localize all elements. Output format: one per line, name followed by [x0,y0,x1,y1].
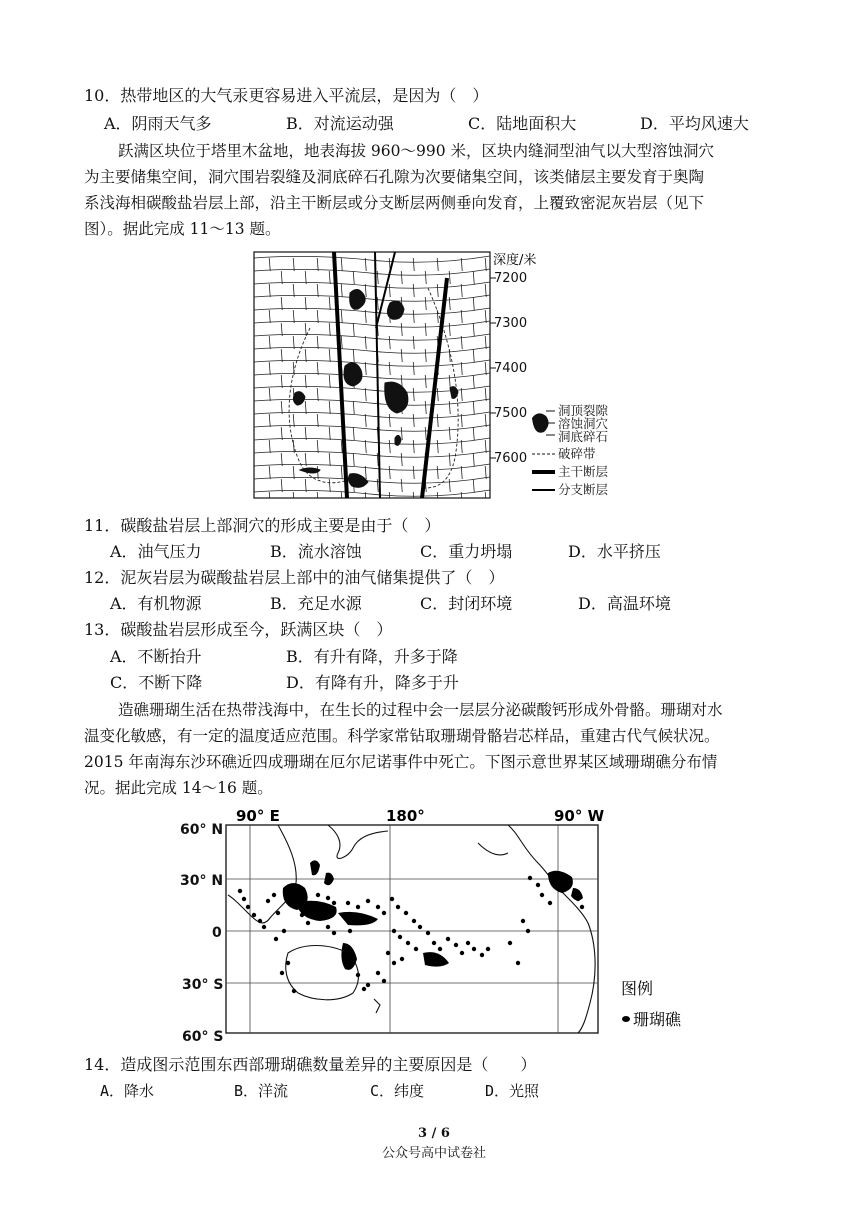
coral-reef-dot [540,893,544,897]
q13-option-b: B．有升有降，升多于降 [286,647,458,666]
q10-stem: 10．热带地区的大气汞更容易进入平流层，是因为（ ） [84,86,489,105]
lat-label-30s: 30° S [182,977,224,993]
footer-source: 公众号高中试卷社 [381,1146,486,1161]
coral-reef-dot [392,961,396,965]
q11-option-a: A．油气压力 [110,542,202,561]
coral-reef-dot [272,893,276,897]
coral-reef-dot [580,905,584,909]
q10-option-b: B．对流运动强 [286,114,394,133]
lat-label-60n: 60° N [180,822,224,838]
coral-reef-dot [382,911,386,915]
passage1-line-1: 跃满区块位于塔里木盆地，地表海拔 960～990 米，区块内缝洞型油气以大型溶蚀洞穴 [118,142,715,160]
lon-label-90w: 90° W [554,807,605,825]
q12-stem: 12．泥灰岩层为碳酸盐岩层上部中的油气储集提供了（ ） [84,568,505,587]
q11-stem: 11．碳酸盐岩层上部洞穴的形成主要是由于（ ） [84,516,441,535]
coral-reef-dot [262,925,266,929]
coral-reef-dot [516,961,520,965]
coral-reef-dot [486,947,490,951]
coral-reef-dot [454,943,458,947]
q14-stem: 14．造成图示范围东西部珊瑚礁数量差异的主要原因是（ ） [84,1055,537,1074]
coral-reef-dot [432,941,436,945]
coral-reef-dot [390,897,394,901]
coral-reef-dot [446,937,450,941]
legend-fracture-zone: 破碎带 [558,446,596,461]
coral-reef-dot [576,897,580,901]
passage2-line-4: 况。据此完成 14～16 题。 [84,779,273,797]
coral-reef-dot [282,929,286,933]
coral-reef-dot [326,925,330,929]
q13-option-c: C．不断下降 [110,673,203,692]
coral-reef-dot [266,899,270,903]
coral-reef-dot [356,905,360,909]
lon-label-180: 180° [386,807,425,825]
coral-reef-dot [292,989,296,993]
q13-option-a: A．不断抬升 [110,647,202,666]
coral-reef-dot [274,937,278,941]
lat-label-60s: 60° S [182,1029,224,1045]
coral-reef-dot [376,971,380,975]
coral-reef-dot [316,893,320,897]
coral-reef-dot [536,883,540,887]
q14-options [100,1081,539,1101]
legend-title: 图例 [621,979,654,998]
coral-reef-dot [412,919,416,923]
q14-option-d: D．光照 [485,1082,540,1100]
coral-reef-dot [242,897,246,901]
coral-reef-dot [332,931,336,935]
reservoir-cross-section-figure [250,248,660,504]
depth-tick-7400: 7400 [494,361,528,376]
page-number: 3 / 6 [418,1126,450,1141]
coral-reef-dot [508,941,512,945]
coral-reef-dot [252,913,256,917]
figure2-legend [621,979,682,1029]
passage1-line-2: 为主要储集空间，洞穴围岩裂缝及洞底碎石孔隙为次要储集空间，该类储层主要发育于奥陶 [84,168,705,186]
legend-coral-reef: 珊瑚礁 [633,1010,682,1029]
coral-reef-dot [366,899,370,903]
coral-reef-dot [246,905,250,909]
coral-reef-dot [528,876,532,880]
passage2-line-2: 温变化敏感，有一定的温度适应范围。科学家常钻取珊瑚骨骼岩芯样品，重建古代气候状况。 [84,727,720,745]
q10-option-c: C．陆地面积大 [468,114,577,133]
passage2-line-3: 2015 年南海东沙环礁近四成珊瑚在厄尔尼诺事件中死亡。下图示意世界某区域珊瑚礁分布情 [84,753,718,771]
coral-reef-dot [480,953,484,957]
coral-reef-dot [356,973,360,977]
q11-option-c: C．重力坍塌 [420,542,513,561]
coral-reef-dot [238,889,242,893]
coral-reef-dot [258,919,262,923]
coral-reef-dot [362,987,366,991]
depth-ticks [490,271,527,466]
coral-reef-legend-icon [622,1016,630,1022]
legend-main-fault: 主干断层 [558,464,609,479]
q11-options [110,542,661,562]
coral-reef-dot [300,913,304,917]
passage1-line-3: 系浅海相碳酸盐岩层上部，沿主干断层或分支断层两侧垂向发育，上覆致密泥灰岩层（见下 [84,194,705,212]
coral-reef-dot [438,947,442,951]
lon-label-90e: 90° E [236,807,280,825]
coral-reef-dot [286,961,290,965]
q14-option-b: B．洋流 [234,1082,289,1100]
coral-reef-dot [326,896,330,900]
depth-tick-7200: 7200 [494,271,528,286]
coral-reef-dot [280,971,284,975]
coral-reef-dot [398,935,402,939]
coral-reef-dot [460,951,464,955]
q10-option-a: A．阴雨天气多 [104,114,212,133]
coral-reef-dot [348,929,352,933]
coral-reef-dot [418,925,422,929]
coral-reef-dot [414,947,418,951]
figure1-legend [532,403,609,497]
coral-reef-dot [392,929,396,933]
coral-reef-dot [346,901,350,905]
coral-reef-dot [332,901,336,905]
depth-axis-label: 深度/米 [493,253,537,268]
q12-options [110,594,671,614]
coral-reef-dot [400,957,404,961]
passage1-line-4: 图）。据此完成 11～13 题。 [84,220,281,238]
coral-reef-dot [548,901,552,905]
q13-options-row-2 [110,673,459,693]
q10-option-d: D．平均风速大 [640,114,749,133]
q12-option-c: C．封闭环境 [420,594,513,613]
q14-option-c: C．纬度 [370,1082,425,1100]
q11-option-d: D．水平挤压 [568,542,661,561]
coral-reef-dot [382,979,386,983]
coral-reef-dot [276,911,280,915]
coral-reef-map-figure [178,803,698,1046]
q12-option-d: D．高温环境 [578,594,671,613]
legend-cave-floor-debris: 洞底碎石 [558,429,609,444]
depth-tick-7500: 7500 [494,406,528,421]
coral-reef-dot [466,941,470,945]
coral-reef-dot [386,951,390,955]
depth-tick-7300: 7300 [494,316,528,331]
q13-options-row-1 [110,647,458,667]
q10-options [104,114,749,134]
q12-option-a: A．有机物源 [110,594,202,613]
lat-label-30n: 30° N [180,873,224,889]
coral-reef-dot [526,929,530,933]
q12-option-b: B．充足水源 [270,594,362,613]
coral-reef-dot [406,941,410,945]
q13-option-d: D．有降有升，降多于升 [286,673,459,692]
legend-solution-cave: 溶蚀洞穴 [558,416,609,431]
q14-option-a: A．降水 [100,1082,155,1100]
coral-reef-dot [396,905,400,909]
lat-label-0: 0 [212,925,222,941]
coral-reef-dot [426,931,430,935]
q11-option-b: B．流水溶蚀 [270,542,362,561]
legend-cave-roof-fractures: 洞顶裂隙 [558,403,609,418]
coral-reef-dot [376,905,380,909]
q13-stem: 13．碳酸盐岩层形成至今，跃满区块（ ） [84,620,393,639]
coral-reef-dot [306,921,310,925]
legend-branch-fault: 分支断层 [558,482,609,497]
coral-reef-dot [472,947,476,951]
coral-reef-dot [521,919,525,923]
coral-reef-dot [404,911,408,915]
coral-reef-dot [366,983,370,987]
depth-tick-7600: 7600 [494,451,528,466]
passage2-line-1: 造礁珊瑚生活在热带浅海中，在生长的过程中会一层层分泌碳酸钙形成外骨骼。珊瑚对水 [118,701,723,719]
